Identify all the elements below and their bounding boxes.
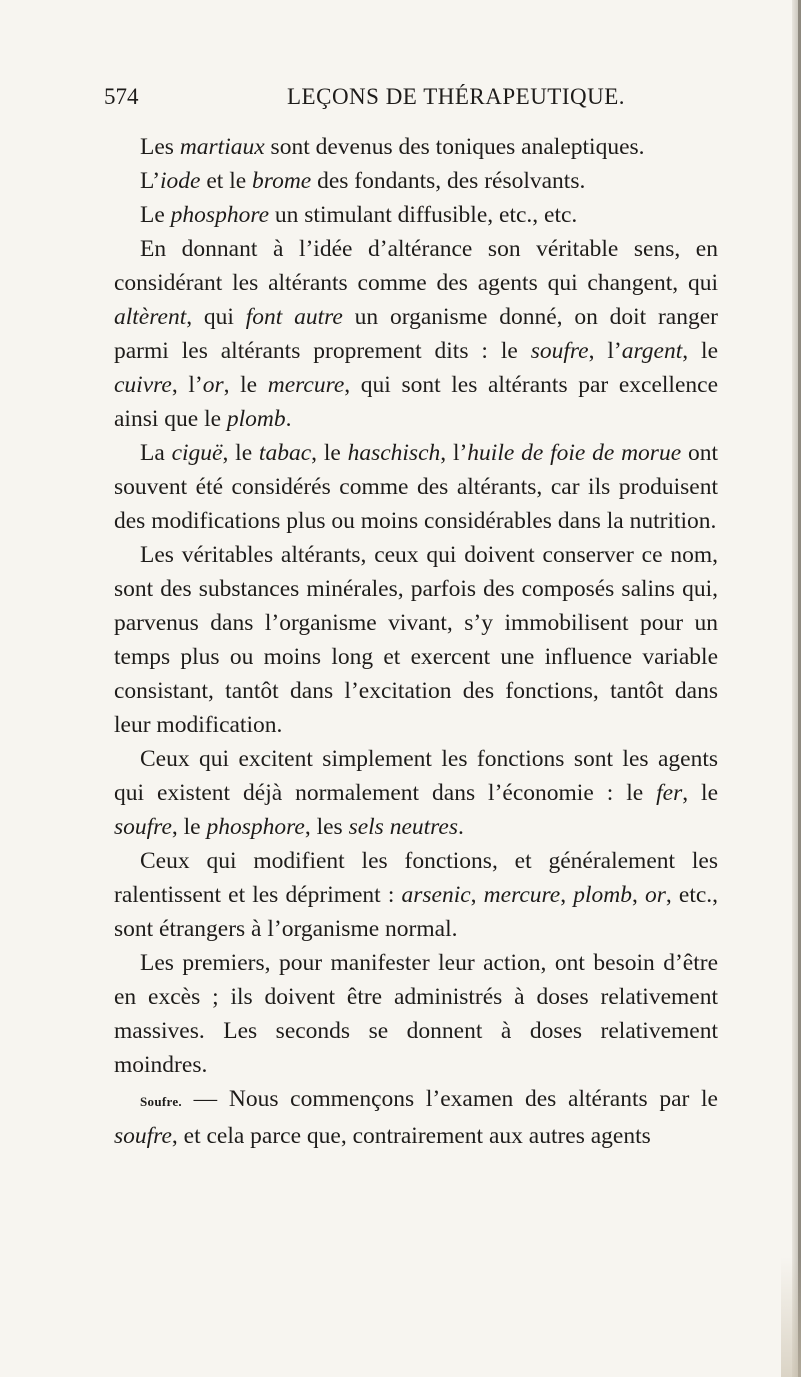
text-run: un organisme donné, on doit ranger parmi les altérants proprement dits : le bbox=[114, 304, 718, 364]
page-number: 574 bbox=[104, 84, 139, 109]
text-run: , le bbox=[222, 440, 259, 466]
italic-term: mercure bbox=[483, 882, 561, 908]
italic-term: plomb bbox=[573, 882, 632, 908]
text-run: Les bbox=[140, 134, 180, 160]
page-header bbox=[104, 84, 724, 120]
text-run: , l’ bbox=[171, 372, 203, 398]
paragraph bbox=[114, 130, 718, 164]
italic-term: brome bbox=[252, 168, 312, 194]
italic-term: arsenic bbox=[401, 882, 471, 908]
paragraph bbox=[114, 436, 718, 538]
italic-term: ciguë bbox=[171, 440, 223, 466]
italic-term: altèrent bbox=[114, 304, 187, 330]
text-run: Ceux qui modifient les fonctions, et généralement les ralentissent et les dépriment : bbox=[114, 848, 718, 908]
text-run: Ceux qui excitent simplement les fonctions sont les agents qui existent déjà normalement dans l’économie : le bbox=[114, 746, 718, 806]
text-run: Le bbox=[140, 202, 171, 228]
paragraph bbox=[114, 946, 718, 1082]
italic-term: sels neutres bbox=[348, 814, 459, 840]
text-run: , et cela parce que, contrairement aux autres agents bbox=[171, 1123, 651, 1149]
text-run: , qui bbox=[186, 304, 246, 330]
text-run: La bbox=[140, 440, 172, 466]
paragraph bbox=[114, 844, 718, 946]
body-text bbox=[114, 130, 718, 1153]
italic-term: tabac bbox=[258, 440, 312, 466]
italic-term: haschisch bbox=[347, 440, 441, 466]
italic-term: huile de foie de morue bbox=[467, 440, 682, 466]
page-corner-stain bbox=[781, 1257, 801, 1377]
text-run: , le bbox=[682, 780, 719, 806]
text-run: , l’ bbox=[588, 338, 622, 364]
text-run: . bbox=[285, 406, 292, 432]
text-run: . bbox=[458, 814, 464, 840]
text-run: , le bbox=[171, 814, 207, 840]
text-run: Les premiers, pour manifester leur action, ont besoin d’être en excès ; ils doivent être administrés à doses relativement massives. Les seconds se donnent à doses relativement moindres. bbox=[114, 950, 718, 1078]
italic-term: mercure bbox=[267, 372, 345, 398]
italic-term: soufre bbox=[530, 338, 589, 364]
italic-term: phosphore bbox=[170, 202, 270, 228]
italic-term: soufre bbox=[114, 814, 172, 840]
italic-term: plomb bbox=[226, 406, 286, 432]
text-run: , le bbox=[682, 338, 719, 364]
text-run: — Nous commençons l’examen des altérants par le bbox=[181, 1086, 718, 1112]
italic-term: cuivre bbox=[114, 372, 172, 398]
running-title: LEÇONS DE THÉRAPEUTIQUE. bbox=[287, 84, 626, 109]
paragraph bbox=[114, 742, 718, 844]
italic-term: fer bbox=[656, 780, 683, 806]
text-run: , qui sont les altérants par excellence ainsi que le bbox=[114, 372, 719, 432]
text-run: , bbox=[560, 882, 574, 908]
text-run: , le bbox=[223, 372, 268, 398]
text-run: , etc., sont étrangers à l’organisme normal. bbox=[114, 882, 719, 942]
text-run: , l’ bbox=[440, 440, 468, 466]
text-run: L’ bbox=[140, 168, 161, 194]
italic-term: font autre bbox=[245, 304, 343, 330]
text-run: , le bbox=[311, 440, 348, 466]
paragraph bbox=[114, 1082, 718, 1153]
text-run: ont souvent été considérés comme des altérants, car ils produisent des modifications plus ou moins considérables dans la nutrition. bbox=[114, 440, 718, 534]
sidenote-label: Soufre. bbox=[140, 1094, 182, 1109]
italic-term: iode bbox=[160, 168, 201, 194]
paragraph bbox=[114, 538, 718, 742]
text-run: , les bbox=[304, 814, 349, 840]
italic-term: argent bbox=[621, 338, 683, 364]
text-run: et le bbox=[200, 168, 253, 194]
italic-term: martiaux bbox=[179, 134, 265, 160]
text-run: un stimulant diffusible, etc., etc. bbox=[269, 202, 578, 228]
italic-term: phosphore bbox=[206, 814, 305, 840]
text-run: des fondants, des résolvants. bbox=[311, 168, 586, 194]
italic-term: or bbox=[202, 372, 224, 398]
paragraph bbox=[114, 232, 718, 436]
text-run: En donnant à l’idée d’altérance son véritable sens, en considérant les altérants comme des agents qui changent, qui bbox=[114, 236, 718, 296]
text-run: , bbox=[470, 882, 484, 908]
text-run: , bbox=[631, 882, 645, 908]
italic-term: soufre bbox=[114, 1123, 172, 1149]
text-run: sont devenus des toniques analeptiques. bbox=[264, 134, 645, 160]
paragraph bbox=[114, 198, 718, 232]
paragraph bbox=[114, 164, 718, 198]
italic-term: or bbox=[644, 882, 666, 908]
text-run: Les véritables altérants, ceux qui doivent conserver ce nom, sont des substances minérales, parfois des composés salins qui, parvenus dans l’organisme vivant, s’y immobilisent pour un temps plus ou moins long et exercent une influence variable consistant, tantôt dans l’excitation des fonctions, tantôt dans leur modification. bbox=[114, 542, 718, 738]
